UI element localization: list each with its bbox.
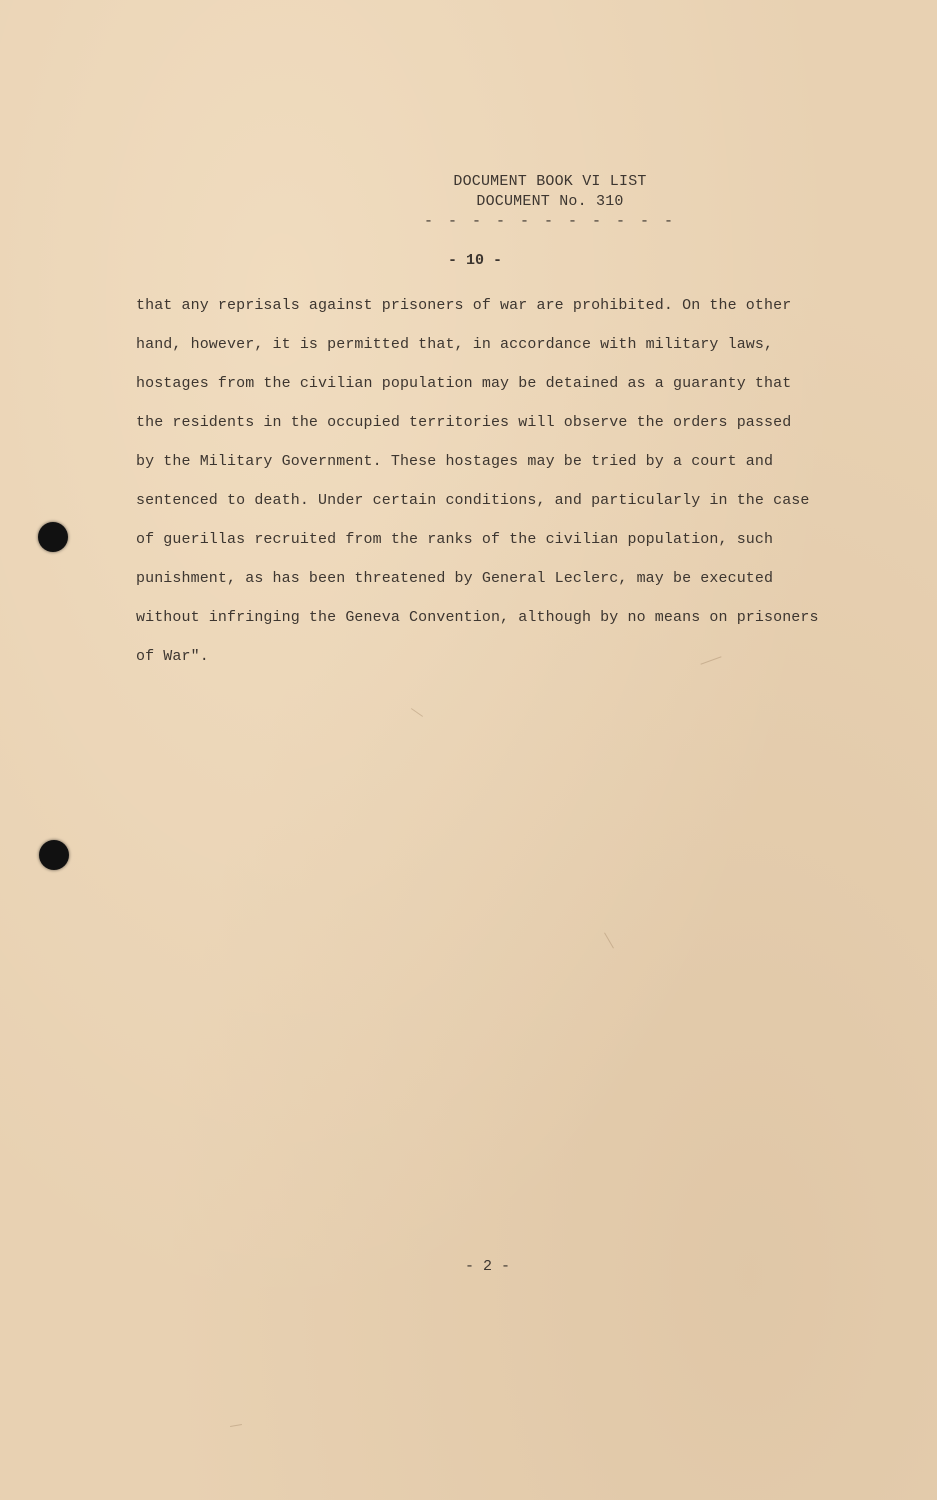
header-document-number: DOCUMENT No. 310: [476, 193, 624, 210]
header-separator: - - - - - - - - - - -: [423, 213, 677, 230]
bottom-page-number: - 2 -: [464, 1258, 510, 1275]
header-book-line: DOCUMENT BOOK VI LIST: [453, 173, 647, 190]
body-line: without infringing the Geneva Convention, although by no means on prisoners: [136, 609, 819, 626]
document-header: [400, 172, 700, 232]
body-line: by the Military Government. These hostages may be tried by a court and: [136, 453, 774, 470]
body-line: that any reprisals against prisoners of war are prohibited. On the other: [136, 297, 792, 314]
paper-fiber: [411, 708, 423, 717]
body-line: hand, however, it is permitted that, in accordance with military laws,: [136, 336, 774, 353]
top-page-number: - 10 -: [447, 252, 502, 269]
body-line: sentenced to death. Under certain conditions, and particularly in the case: [136, 492, 810, 509]
paper-fiber: [604, 932, 614, 948]
punch-hole-bottom: [39, 840, 69, 870]
body-text: [136, 286, 876, 676]
body-line: hostages from the civilian population may be detained as a guaranty that: [136, 375, 792, 392]
body-line: the residents in the occupied territories will observe the orders passed: [136, 414, 792, 431]
punch-hole-top: [38, 522, 68, 552]
body-line: punishment, as has been threatened by General Leclerc, may be executed: [136, 570, 774, 587]
body-line: of guerillas recruited from the ranks of the civilian population, such: [136, 531, 774, 548]
paper-fiber: [230, 1424, 242, 1427]
body-line: of War".: [136, 648, 209, 665]
